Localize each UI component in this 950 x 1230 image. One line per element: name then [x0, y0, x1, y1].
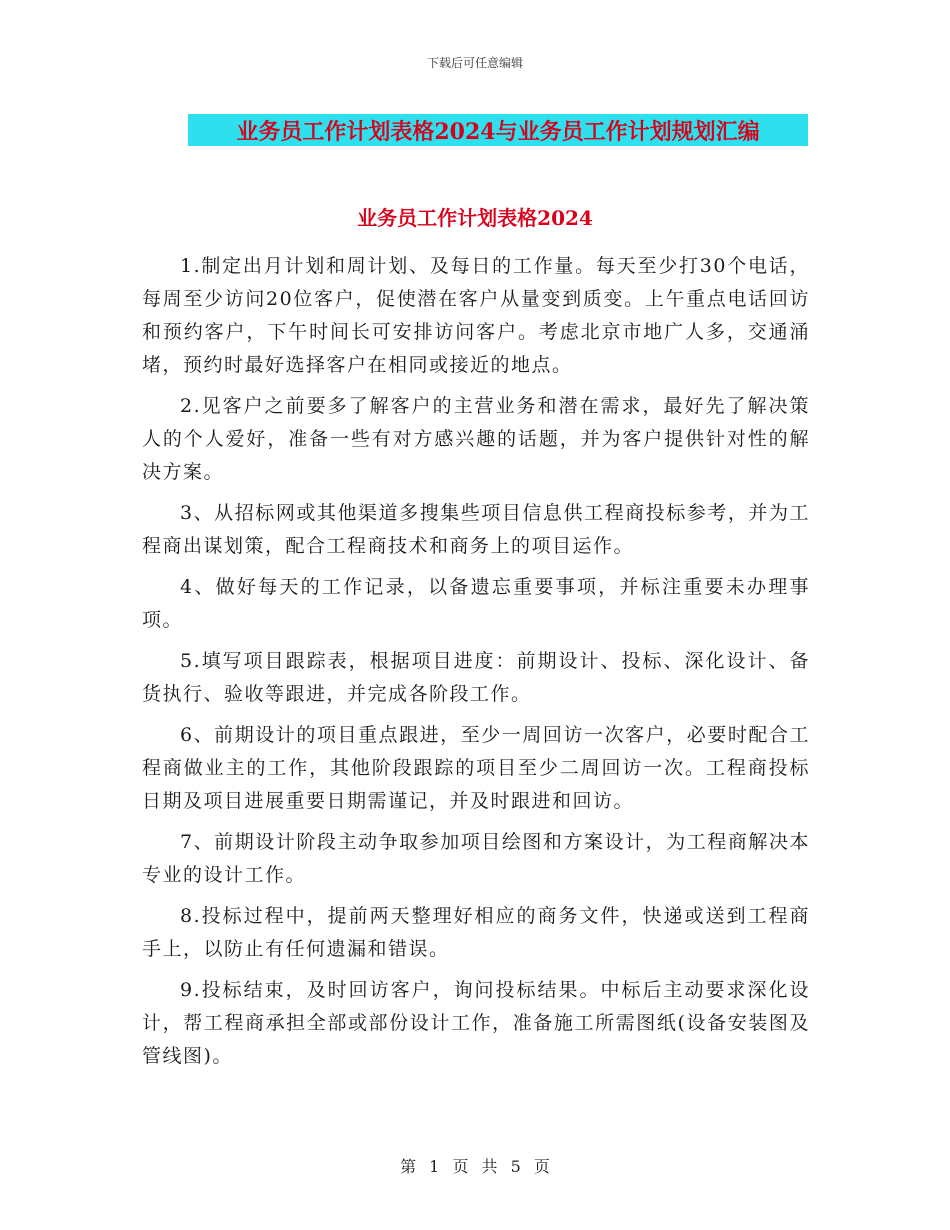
paragraph-7: 7、前期设计阶段主动争取参加项目绘图和方案设计，为工程商解决本专业的设计工作。: [142, 831, 810, 886]
section-title: 业务员工作计划表格2024: [357, 206, 593, 230]
document-title-highlight: [188, 114, 808, 146]
paragraph-4: 4、做好每天的工作记录，以备遗忘重要事项，并标注重要未办理事项。: [142, 576, 810, 631]
paragraph-8: 8.投标过程中，提前两天整理好相应的商务文件，快递或送到工程商手上，以防止有任何遗漏和错误。: [142, 905, 810, 960]
paragraph-3: 3、从招标网或其他渠道多搜集些项目信息供工程商投标参考，并为工程商出谋划策，配合工程商技术和商务上的项目运作。: [142, 502, 810, 557]
page-header-note: 下载后可任意编辑: [426, 56, 523, 70]
page-number-footer: 第 1 页 共 5 页: [400, 1157, 550, 1176]
paragraph-5: 5.填写项目跟踪表，根据项目进度：前期设计、投标、深化设计、备货执行、验收等跟进，并完成各阶段工作。: [142, 650, 810, 705]
document-body: [142, 250, 810, 1081]
paragraph-2: 2.见客户之前要多了解客户的主营业务和潜在需求，最好先了解决策人的个人爱好，准备一些有对方感兴趣的话题，并为客户提供针对性的解决方案。: [142, 395, 810, 483]
paragraph-9: 9.投标结束，及时回访客户，询问投标结果。中标后主动要求深化设计，帮工程商承担全部或部份设计工作，准备施工所需图纸(设备安装图及管线图)。: [142, 979, 810, 1067]
paragraph-6: 6、前期设计的项目重点跟进，至少一周回访一次客户，必要时配合工程商做业主的工作，其他阶段跟踪的项目至少二周回访一次。工程商投标日期及项目进展重要日期需谨记，并及时跟进和回访。: [142, 724, 810, 812]
paragraph-1: 1.制定出月计划和周计划、及每日的工作量。每天至少打30个电话，每周至少访问20位客户，促使潜在客户从量变到质变。上午重点电话回访和预约客户，下午时间长可安排访问客户。考虑北京市地广人多，交通涌堵，预约时最好选择客户在相同或接近的地点。: [142, 255, 810, 376]
document-title: 业务员工作计划表格2024与业务员工作计划规划汇编: [236, 118, 760, 145]
